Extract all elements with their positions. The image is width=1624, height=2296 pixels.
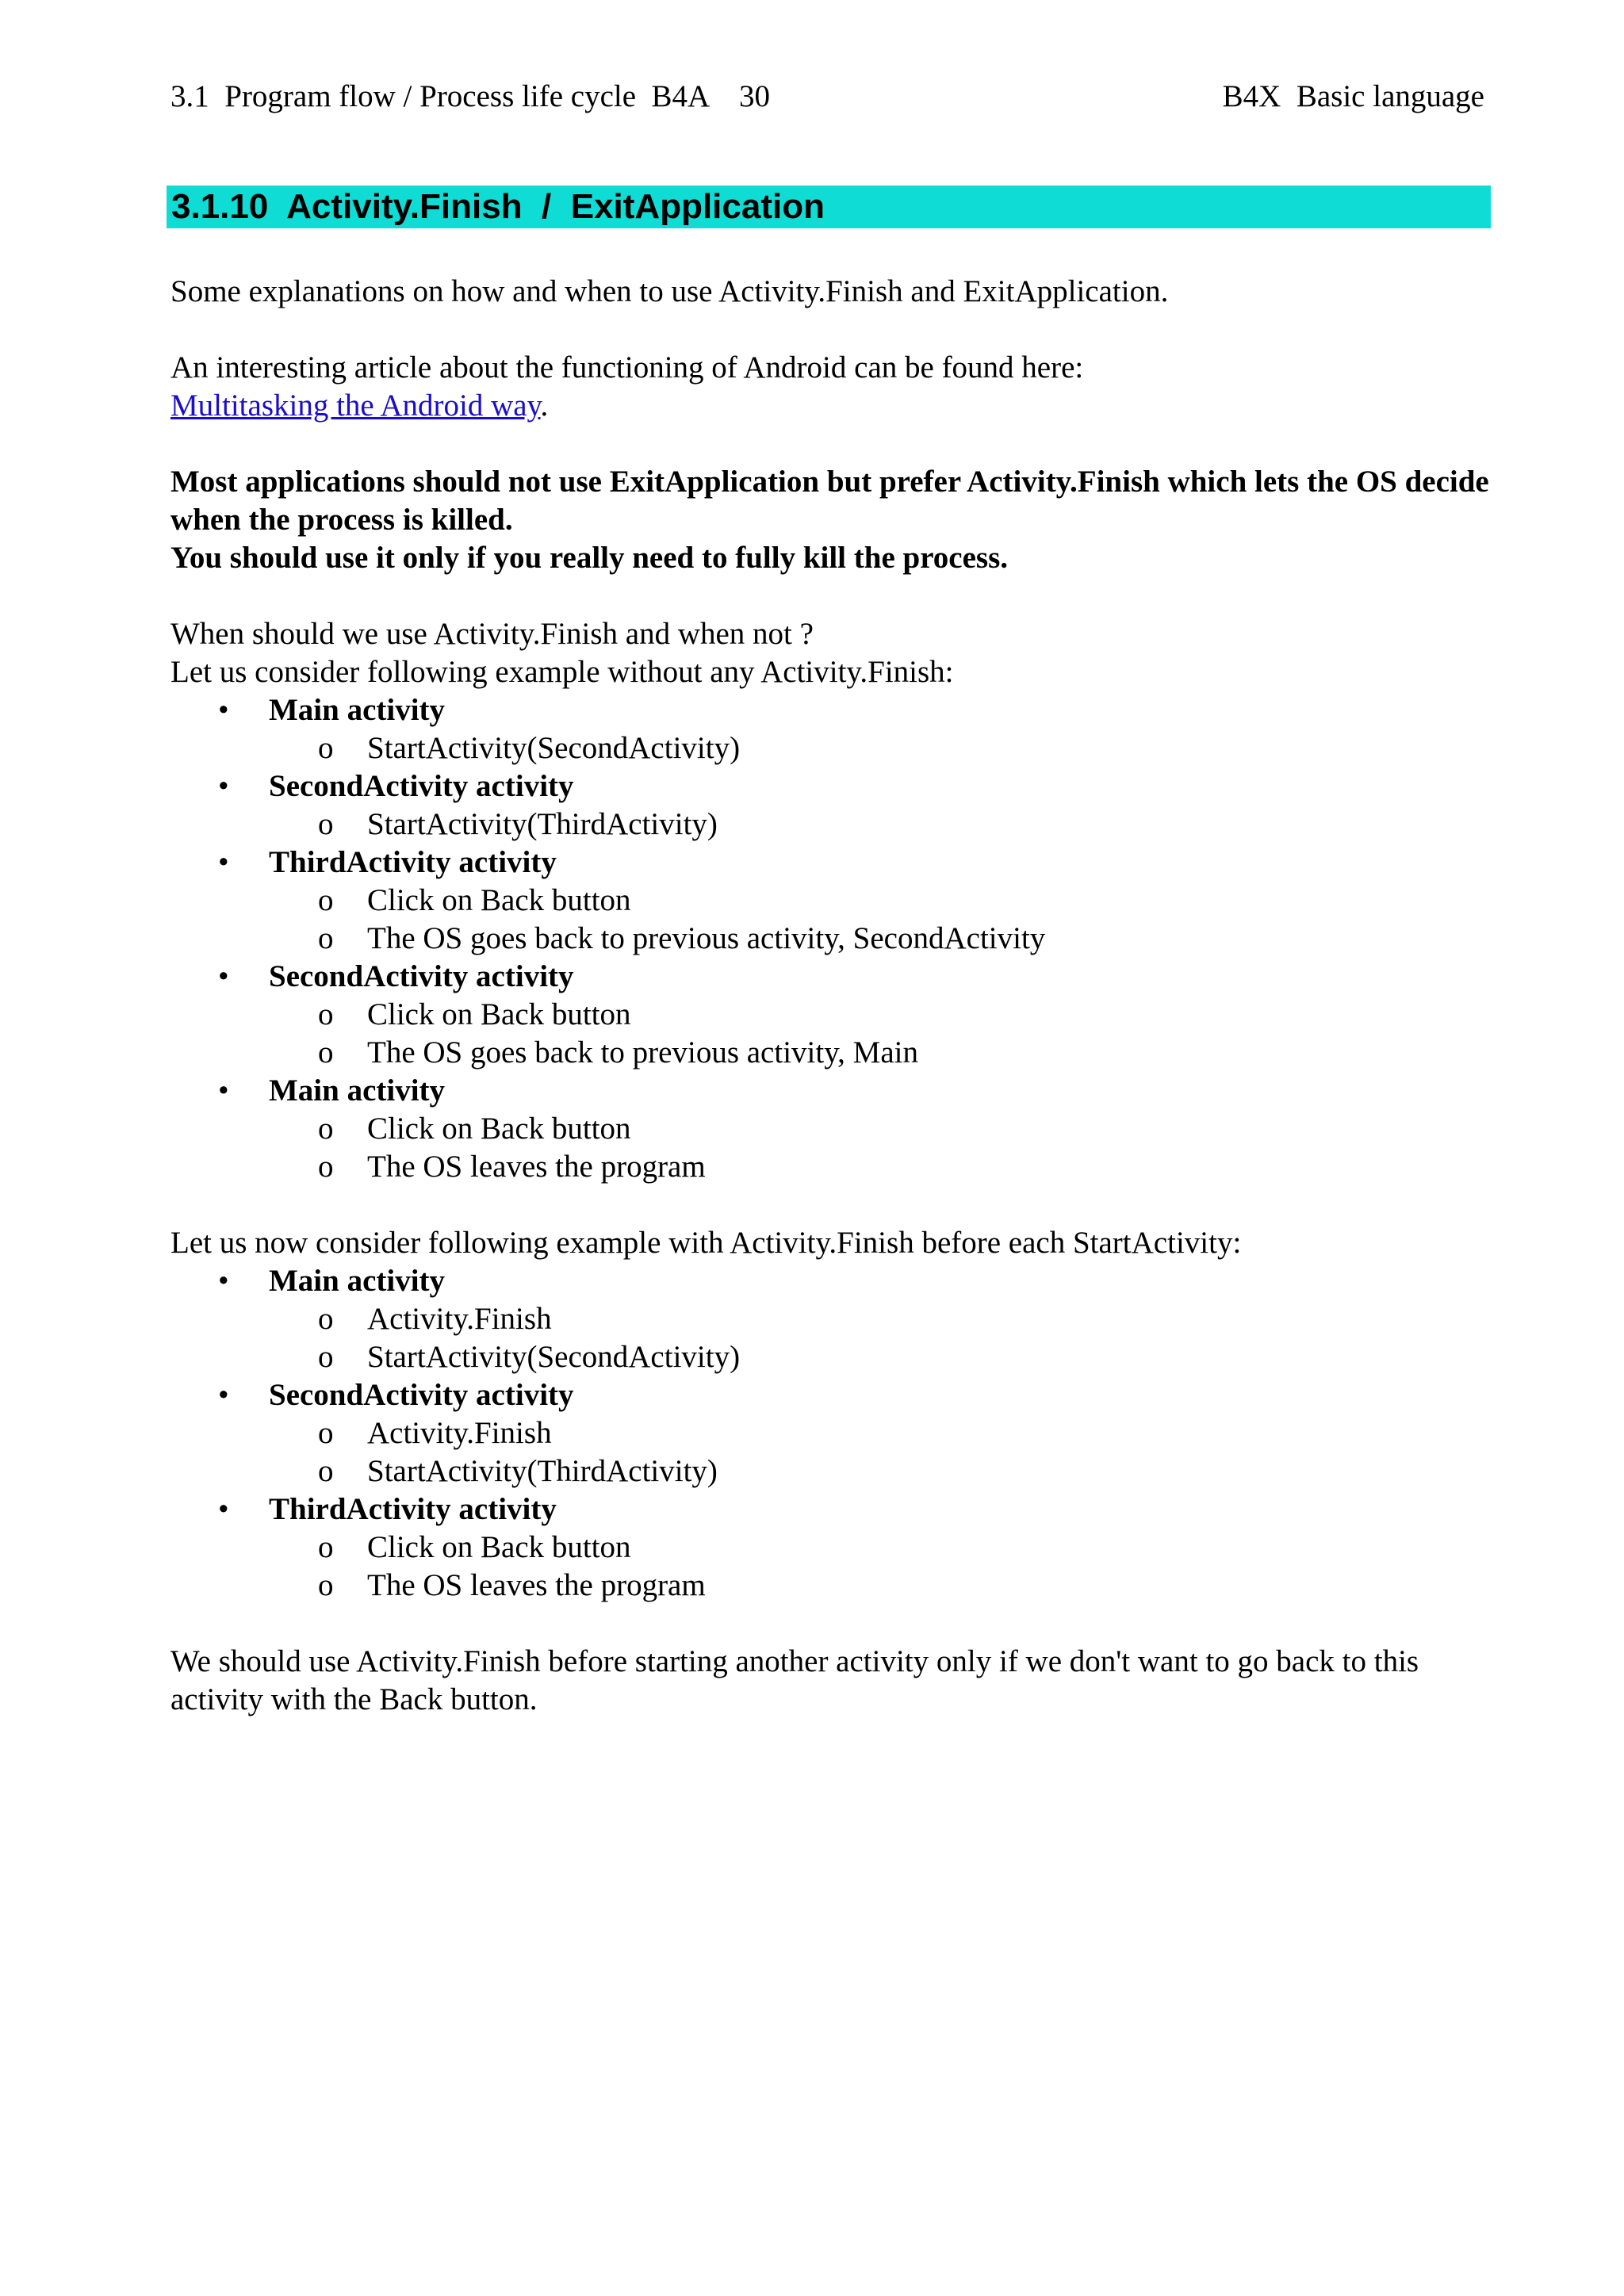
- article-paragraph: An interesting article about the functioning of Android can be found here:: [170, 350, 1084, 385]
- sub-list-item-text: StartActivity(ThirdActivity): [367, 807, 718, 841]
- sub-list: [269, 1529, 1491, 1605]
- sub-list-item-text: Activity.Finish: [367, 1416, 552, 1450]
- list-item-label: SecondActivity activity: [269, 959, 574, 993]
- list-item: [170, 1262, 1491, 1376]
- list-item-label: ThirdActivity activity: [269, 1492, 557, 1526]
- sub-list-item: [269, 1338, 1491, 1376]
- sub-bullet-marker: o: [318, 1568, 334, 1602]
- sub-bullet-marker: o: [318, 883, 334, 917]
- warning-line-1: Most applications should not use ExitApplication but prefer Activity.Finish which lets the OS decide when the process is killed.: [170, 465, 1489, 537]
- example2-intro: Let us now consider following example with Activity.Finish before each StartActivity:: [170, 1226, 1242, 1260]
- sub-list-item-text: Click on Back button: [367, 997, 631, 1031]
- sub-list-item-text: StartActivity(SecondActivity): [367, 731, 741, 765]
- sub-bullet-marker: o: [318, 807, 334, 841]
- list-item: [170, 767, 1491, 844]
- list-item: [170, 1490, 1491, 1605]
- sub-bullet-marker: o: [318, 1454, 334, 1488]
- list-item-label: SecondActivity activity: [269, 769, 574, 803]
- sub-list-item: [269, 729, 1491, 767]
- sub-list-item: [269, 1414, 1491, 1452]
- sub-bullet-marker: o: [318, 1530, 334, 1564]
- document-body: [170, 273, 1491, 1719]
- sub-bullet-marker: o: [318, 1416, 334, 1450]
- sub-list: [269, 806, 1491, 844]
- paragraph-gap: [170, 1605, 1491, 1643]
- sub-list-item-text: Click on Back button: [367, 883, 631, 917]
- sub-bullet-marker: o: [318, 1150, 334, 1184]
- example2-list: [170, 1262, 1491, 1605]
- page-header: [170, 76, 1484, 117]
- list-item: [170, 691, 1491, 767]
- sub-list-item: [269, 996, 1491, 1034]
- sub-bullet-marker: o: [318, 997, 334, 1031]
- bullet-marker: •: [218, 1492, 229, 1526]
- list-item-label: SecondActivity activity: [269, 1378, 574, 1412]
- list-item: [170, 958, 1491, 1072]
- paragraph-gap: [170, 577, 1491, 615]
- bullet-marker: •: [218, 1264, 229, 1298]
- sub-list-item: [269, 806, 1491, 844]
- sub-bullet-marker: o: [318, 1302, 334, 1336]
- sub-bullet-marker: o: [318, 1112, 334, 1146]
- bullet-marker: •: [218, 845, 229, 879]
- sub-list: [269, 1110, 1491, 1186]
- sub-list: [269, 729, 1491, 767]
- intro-paragraph: Some explanations on how and when to use Activity.Finish and ExitApplication.: [170, 274, 1169, 308]
- sub-list-item: [269, 1567, 1491, 1605]
- bullet-marker: •: [218, 693, 229, 727]
- sub-list-item-text: The OS leaves the program: [367, 1150, 706, 1184]
- list-item: [170, 844, 1491, 958]
- sub-list-item-text: The OS goes back to previous activity, SecondActivity: [367, 921, 1046, 955]
- list-item: [170, 1376, 1491, 1490]
- header-book-title: B4X Basic language: [1222, 79, 1484, 113]
- sub-list-item-text: StartActivity(SecondActivity): [367, 1340, 741, 1374]
- header-chapter-and-page: 3.1 Program flow / Process life cycle B4A 30: [170, 79, 771, 113]
- sub-list-item-text: StartActivity(ThirdActivity): [367, 1454, 718, 1488]
- list-item-label: Main activity: [269, 1264, 446, 1298]
- sub-bullet-marker: o: [318, 1340, 334, 1374]
- sub-list-item-text: The OS goes back to previous activity, Main: [367, 1035, 918, 1070]
- sub-list-item: [269, 1300, 1491, 1338]
- example1-list: [170, 691, 1491, 1186]
- article-trailing-period: .: [540, 388, 549, 423]
- sub-list-item-text: The OS leaves the program: [367, 1568, 706, 1602]
- warning-line-2: You should use it only if you really need to fully kill the process.: [170, 541, 1009, 575]
- list-item-label: Main activity: [269, 693, 446, 727]
- bullet-marker: •: [218, 959, 229, 993]
- sub-bullet-marker: o: [318, 1035, 334, 1070]
- conclusion-paragraph: We should use Activity.Finish before starting another activity only if we don't want to go back to this activity with the Back button.: [170, 1644, 1419, 1716]
- sub-list-item-text: Click on Back button: [367, 1112, 631, 1146]
- sub-list: [269, 1300, 1491, 1376]
- sub-bullet-marker: o: [318, 731, 334, 765]
- sub-list-item: [269, 920, 1491, 958]
- paragraph-gap: [170, 1186, 1491, 1224]
- bullet-marker: •: [218, 769, 229, 803]
- sub-list-item: [269, 1110, 1491, 1148]
- bullet-marker: •: [218, 1378, 229, 1412]
- paragraph-gap: [170, 311, 1491, 349]
- paragraph-gap: [170, 425, 1491, 463]
- sub-list: [269, 882, 1491, 958]
- sub-list-item-text: Click on Back button: [367, 1530, 631, 1564]
- sub-list-item: [269, 882, 1491, 920]
- sub-list-item: [269, 1452, 1491, 1490]
- article-link-line: [170, 387, 1491, 425]
- article-link[interactable]: Multitasking the Android way: [170, 388, 541, 423]
- sub-list: [269, 1414, 1491, 1490]
- sub-list-item: [269, 1148, 1491, 1186]
- question-line: When should we use Activity.Finish and when not ?: [170, 617, 814, 651]
- sub-list-item: [269, 1034, 1491, 1072]
- list-item: [170, 1072, 1491, 1186]
- section-heading: 3.1.10 Activity.Finish / ExitApplication: [167, 186, 1491, 228]
- bullet-marker: •: [218, 1073, 229, 1108]
- list-item-label: ThirdActivity activity: [269, 845, 557, 879]
- example1-intro: Let us consider following example without any Activity.Finish:: [170, 655, 954, 689]
- sub-list-item: [269, 1529, 1491, 1567]
- sub-bullet-marker: o: [318, 921, 334, 955]
- sub-list-item-text: Activity.Finish: [367, 1302, 552, 1336]
- list-item-label: Main activity: [269, 1073, 446, 1108]
- sub-list: [269, 996, 1491, 1072]
